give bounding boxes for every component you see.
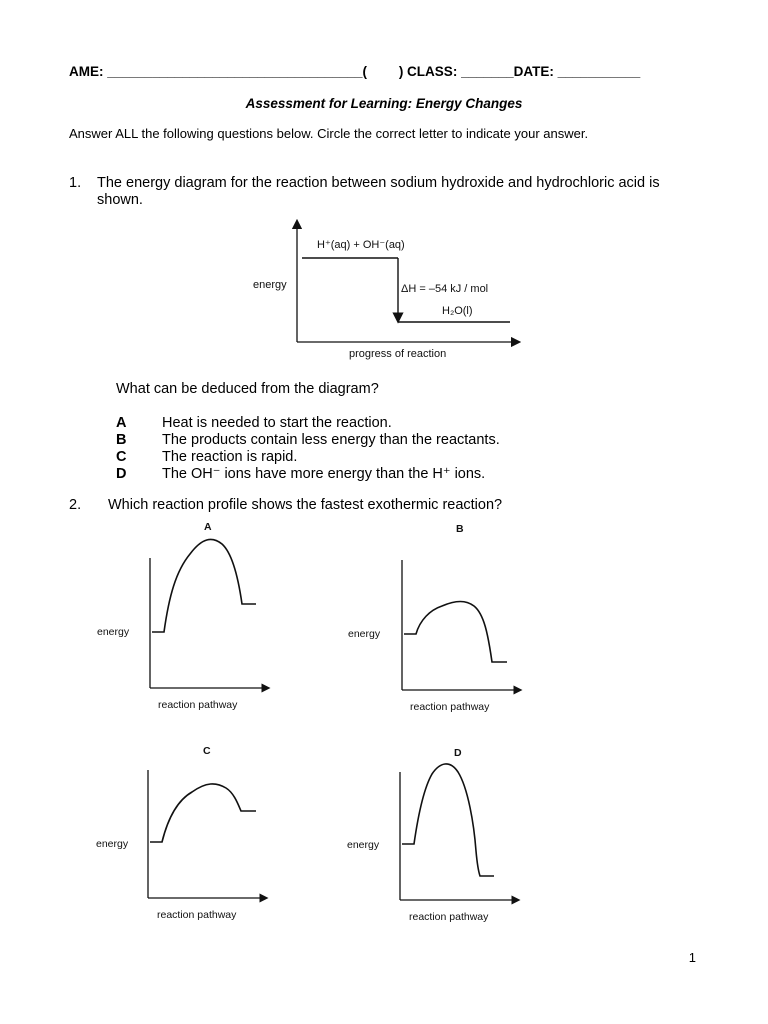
student-info-line [69,64,640,79]
option-letter[interactable]: C [116,449,127,465]
option-letter[interactable]: A [116,415,127,431]
option-d[interactable] [116,465,500,482]
energy-label: energy [97,626,130,638]
profile-letter: A [204,521,212,533]
option-letter[interactable]: B [116,432,127,448]
date-field[interactable]: ___________ [557,64,641,79]
question-1-prompt: What can be deduced from the diagram? [116,381,379,397]
pathway-label: reaction pathway [157,909,237,921]
energy-level-diagram [240,218,530,364]
reactants-label: H⁺(aq) + OH⁻(aq) [317,239,405,251]
name-label: AME: [69,64,104,79]
option-letter[interactable]: D [116,466,127,482]
question-1-options [116,414,500,482]
energy-axis-label: energy [253,279,287,291]
energy-label: energy [347,839,380,851]
profile-b[interactable] [348,523,518,713]
class-label: ) CLASS: [398,64,458,79]
profile-curve [402,764,494,876]
option-text: The products contain less energy than the reactants. [162,432,500,448]
energy-label: energy [348,628,381,640]
option-a[interactable] [116,414,500,431]
question-1-text-line2: shown. [97,192,143,208]
page-title: Assessment for Learning: Energy Changes [245,96,523,111]
question-1-text-line1: The energy diagram for the reaction between sodium hydroxide and hydrochloric acid is [97,175,660,191]
delta-h-label: ΔH = –54 kJ / mol [401,283,489,295]
option-text: Heat is needed to start the reaction. [162,415,392,431]
question-2-number: 2. [69,497,82,513]
pathway-label: reaction pathway [409,911,489,923]
profile-curve [152,539,256,632]
question-1-text [97,175,660,209]
page-number: 1 [688,950,696,965]
profile-curve [150,784,256,842]
question-2-text: Which reaction profile shows the fastest exothermic reaction? [108,497,503,513]
products-label: H₂O(l) [442,305,473,317]
profile-letter: D [454,747,462,759]
pathway-label: reaction pathway [158,699,238,711]
option-text: The reaction is rapid. [162,449,298,465]
instructions: Answer ALL the following questions below. Circle the correct letter to indicate your answer. [69,126,589,141]
name-field[interactable]: __________________________________( [107,64,368,79]
profile-letter: B [456,523,464,535]
option-b[interactable] [116,431,500,448]
class-date-field[interactable]: _______DATE: [461,64,554,79]
energy-label: energy [96,838,129,850]
pathway-label: reaction pathway [410,701,490,713]
question-1-number: 1. [69,175,82,191]
profile-letter: C [203,745,211,757]
reaction-profiles-figure [90,516,540,936]
profile-d[interactable] [347,747,516,923]
option-c[interactable] [116,448,500,465]
progress-axis-label: progress of reaction [349,348,447,360]
profile-curve [404,602,507,663]
option-text: The OH⁻ ions have more energy than the H⁺ ions. [162,466,486,482]
profile-c[interactable] [96,745,264,921]
profile-a[interactable] [97,521,266,711]
